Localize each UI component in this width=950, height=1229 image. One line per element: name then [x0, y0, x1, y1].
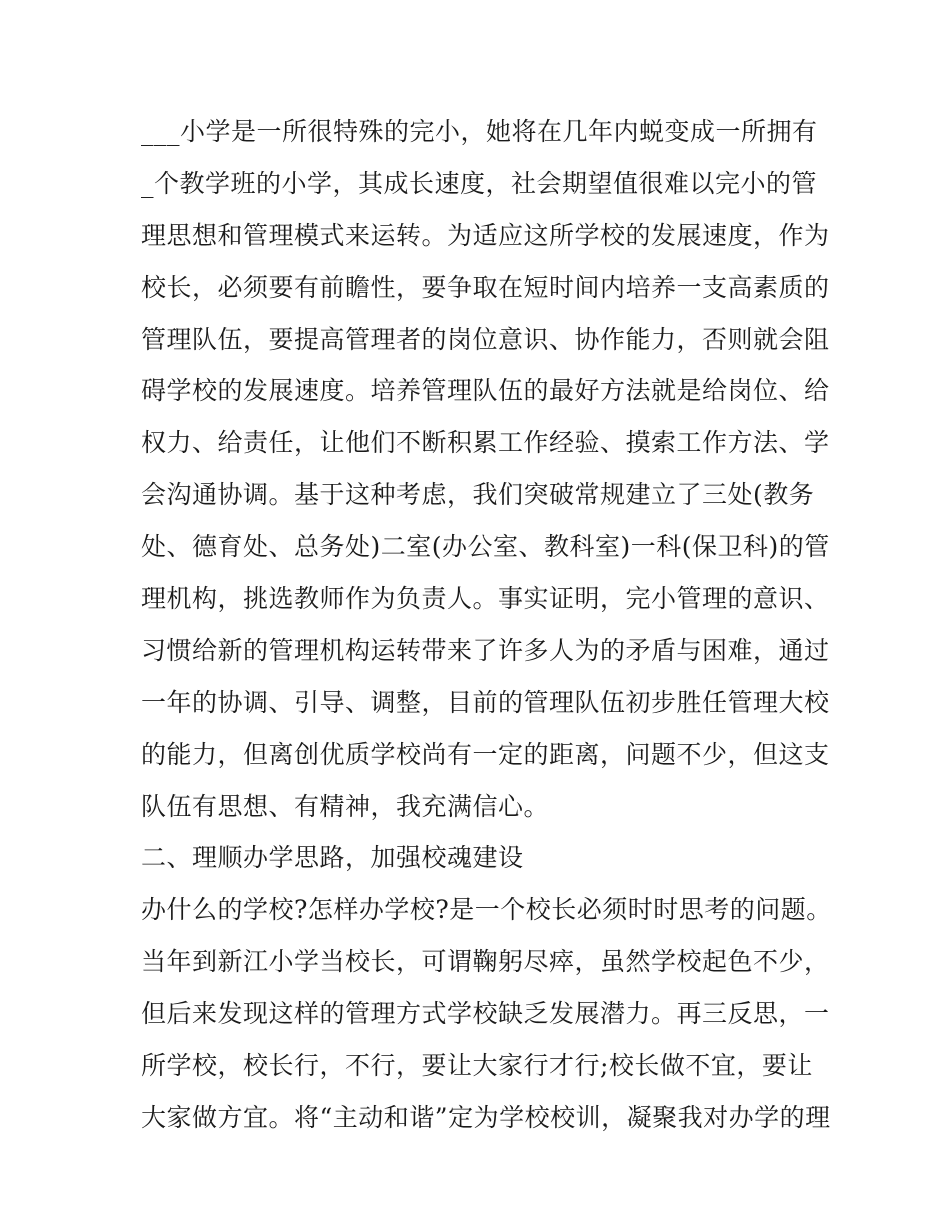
paragraph-line: 处、德育处、总务处)二室(办公室、教科室)一科(保卫科)的管: [141, 532, 830, 562]
paragraph-line: 所学校，校长行，不行，要让大家行才行;校长做不宜，要让: [141, 1051, 813, 1081]
paragraph-line: 队伍有思想、有精神，我充满信心。: [141, 791, 550, 821]
paragraph-line: 权力、给责任，让他们不断积累工作经验、摸索工作方法、学: [141, 428, 830, 458]
body-text: [141, 106, 832, 1144]
paragraph-line: 理思想和管理模式来运转。为适应这所学校的发展速度，作为: [141, 220, 830, 250]
paragraph-line: 但后来发现这样的管理方式学校缺乏发展潜力。再三反思，一: [141, 999, 830, 1029]
paragraph-line: ___小学是一所很特殊的完小，她将在几年内蜕变成一所拥有: [141, 117, 818, 146]
paragraph-line: 碍学校的发展速度。培养管理队伍的最好方法就是给岗位、给: [141, 376, 830, 406]
paragraph-line: 办什么的学校?怎样办学校?是一个校长必须时时思考的问题。: [141, 895, 832, 925]
paragraph-line: 的能力，但离创优质学校尚有一定的距离，问题不少，但这支: [141, 739, 830, 769]
paragraph-line: 当年到新江小学当校长，可谓鞠躬尽瘁，虽然学校起色不少，: [141, 947, 830, 977]
paragraph-line: 校长，必须要有前瞻性，要争取在短时间内培养一支高素质的: [141, 272, 830, 302]
paragraph-line: _个教学班的小学，其成长速度，社会期望值很难以完小的管: [141, 168, 818, 198]
paragraph-line: 会沟通协调。基于这种考虑，我们突破常规建立了三处(教务: [141, 480, 815, 510]
paragraph-line: 一年的协调、引导、调整，目前的管理队伍初步胜任管理大校: [141, 687, 830, 717]
paragraph-line: 大家做方宜。将“主动和谐”定为学校校训，凝聚我对办学的理: [141, 1102, 831, 1132]
paragraph-line: 习惯给新的管理机构运转带来了许多人为的矛盾与困难，通过: [141, 635, 830, 665]
section-heading: 二、理顺办学思路，加强校魂建设: [141, 843, 524, 873]
paragraph-line: 理机构，挑选教师作为负责人。事实证明，完小管理的意识、: [141, 584, 830, 614]
paragraph-line: 管理队伍，要提高管理者的岗位意识、协作能力，否则就会阻: [141, 324, 830, 354]
